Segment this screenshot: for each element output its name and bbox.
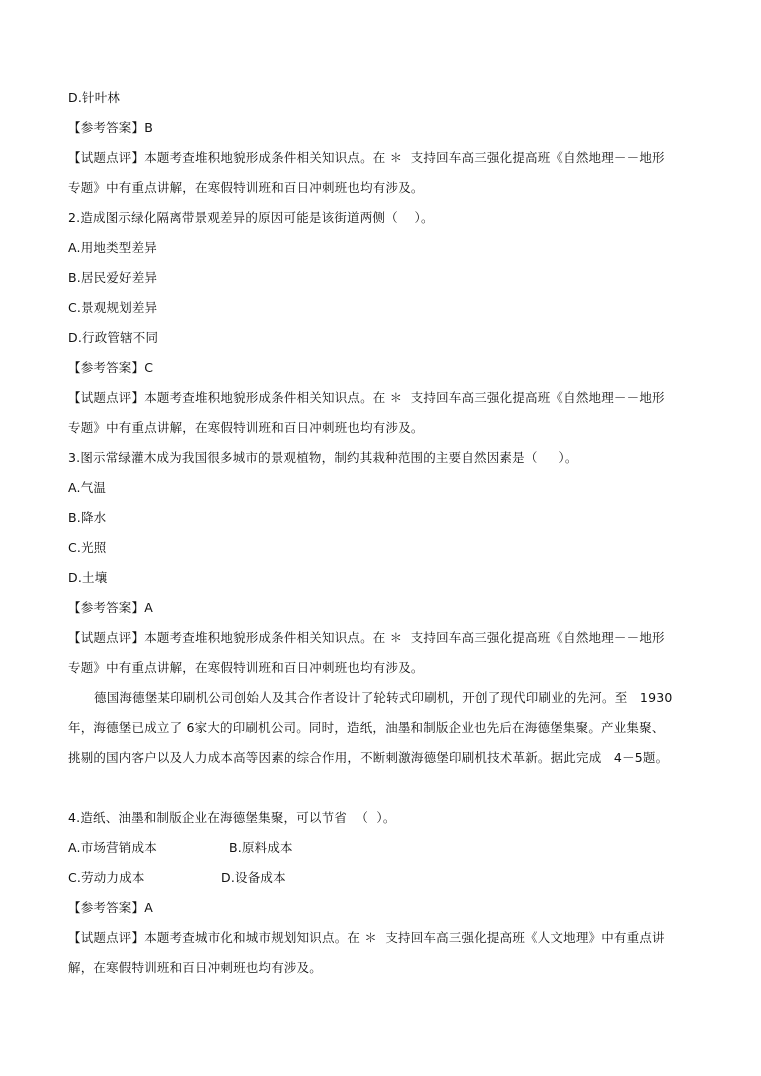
passage-line: 德国海德堡某印刷机公司创始人及其合作者设计了轮转式印刷机，开创了现代印刷业的先河。至 1930 <box>94 690 673 705</box>
comment-line: 专题》中有重点讲解，在寒假特训班和百日冲刺班也均有涉及。 <box>68 180 424 195</box>
question-2: 2.造成图示绿化隔离带景观差异的原因可能是该街道两侧（ ）。 <box>68 210 434 225</box>
option-a: A.气温 <box>68 480 107 495</box>
reference-answer: 【参考答案】A <box>68 600 153 615</box>
comment-line: 【试题点评】本题考查城市化和城市规划知识点。在 ＊ 支持回车高三强化提高班《人文地理》中有重点讲 <box>68 930 665 945</box>
reference-answer: 【参考答案】B <box>68 120 153 135</box>
comment-line: 专题》中有重点讲解，在寒假特训班和百日冲刺班也均有涉及。 <box>68 420 424 435</box>
reference-answer: 【参考答案】C <box>68 360 154 375</box>
option-b: B.居民爱好差异 <box>68 270 158 285</box>
option-d: D.土壤 <box>68 570 108 585</box>
passage-line: 年，海德堡已成立了 6家大的印刷机公司。同时，造纸，油墨和制版企业也先后在海德堡集聚。产业集聚、 <box>68 720 665 735</box>
question-4: 4.造纸、油墨和制版企业在海德堡集聚，可以节省 （ ）。 <box>68 810 396 825</box>
comment-line: 【试题点评】本题考查堆积地貌形成条件相关知识点。在 ＊ 支持回车高三强化提高班《自然地理－－地形 <box>68 630 665 645</box>
option-a: A.市场营销成本 <box>68 840 157 855</box>
option-c: C.景观规划差异 <box>68 300 158 315</box>
option-b: B.降水 <box>68 510 107 525</box>
comment-line: 专题》中有重点讲解，在寒假特训班和百日冲刺班也均有涉及。 <box>68 660 424 675</box>
option-c: C.劳动力成本 <box>68 870 145 885</box>
option-b: B.原料成本 <box>229 840 293 855</box>
option-a: A.用地类型差异 <box>68 240 157 255</box>
comment-line: 【试题点评】本题考查堆积地貌形成条件相关知识点。在 ＊ 支持回车高三强化提高班《自然地理－－地形 <box>68 150 665 165</box>
option-c: C.光照 <box>68 540 107 555</box>
reference-answer: 【参考答案】A <box>68 900 153 915</box>
question-3: 3.图示常绿灌木成为我国很多城市的景观植物，制约其栽种范围的主要自然因素是（ ）。 <box>68 450 578 465</box>
option-d: D.行政管辖不同 <box>68 330 159 345</box>
comment-line: 【试题点评】本题考查堆积地貌形成条件相关知识点。在 ＊ 支持回车高三强化提高班《自然地理－－地形 <box>68 390 665 405</box>
option-d: D.针叶林 <box>68 90 121 105</box>
comment-line: 解，在寒假特训班和百日冲刺班也均有涉及。 <box>68 960 323 975</box>
passage-line: 挑剔的国内客户以及人力成本高等因素的综合作用，不断刺激海德堡印刷机技术革新。据此完成 4－5题。 <box>68 750 669 765</box>
option-d: D.设备成本 <box>221 870 286 885</box>
